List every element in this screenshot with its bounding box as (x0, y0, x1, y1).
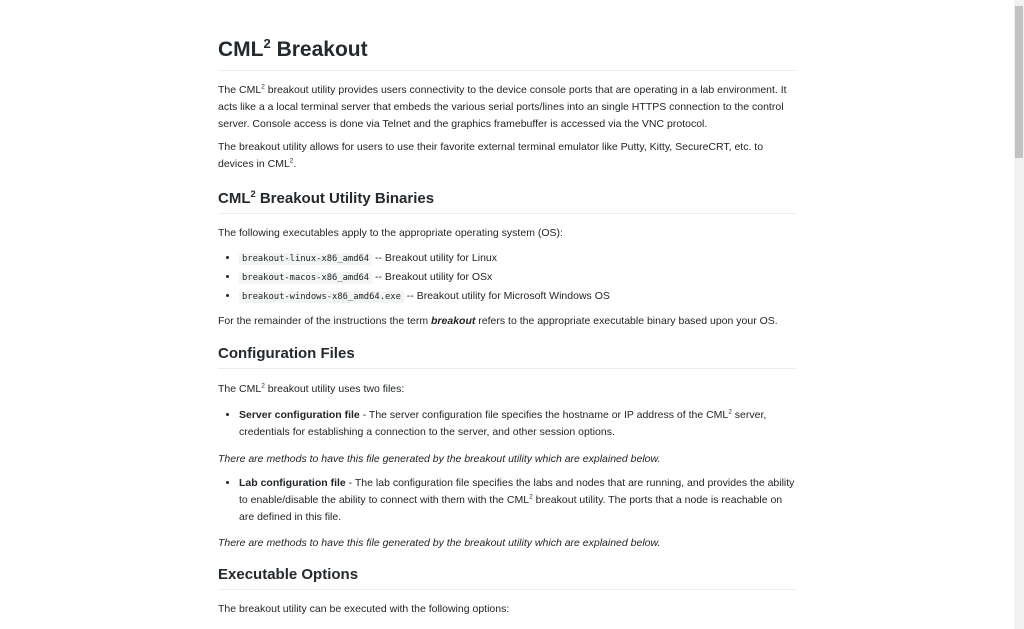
title-text: CML (218, 38, 264, 61)
section-heading-options: Executable Options (218, 564, 796, 590)
list-item: • breakout-macos-x86_amd64 -- Breakout utility for OSx (239, 269, 796, 287)
page-title (218, 36, 796, 71)
section-heading-binaries: CML$^2$ Breakout Utility Binaries (218, 188, 796, 214)
config-lab-list (218, 475, 796, 526)
binaries-lead: The following executables apply to the appropriate operating system (OS): (218, 227, 563, 239)
intro-paragraph-2: The breakout utility allows for users to use their favorite external terminal emulator like Putty, Kitty, SecureCRT, etc. to devices in CML$^2$. (218, 141, 764, 170)
config-lead: The CML$^2$ breakout utility uses two files: (218, 382, 405, 395)
lab-config-label: Lab configuration file (239, 477, 346, 489)
options-lead: The breakout utility can be executed with the following options: (218, 603, 510, 615)
server-config-label: Server configuration file (239, 409, 360, 421)
config-note-2: There are methods to have this file generated by the breakout utility which are explained below. (218, 537, 661, 549)
config-server-list (218, 407, 796, 441)
title-text-suffix: Breakout (270, 38, 368, 61)
config-note-1: There are methods to have this file generated by the breakout utility which are explained below. (218, 453, 661, 465)
binary-name-macos: breakout-macos-x86_amd64 (239, 272, 372, 284)
binary-name-linux: breakout-linux-x86_amd64 (239, 253, 372, 265)
breakout-term: breakout (431, 315, 476, 327)
scrollbar-thumb[interactable] (1015, 6, 1023, 158)
list-item: • Server configuration file - The server configuration file specifies the hostname or IP address of the CML$^2$ server, credentials for establishing a connection to the server, and other session options. (239, 407, 796, 441)
vertical-scrollbar[interactable] (1014, 0, 1024, 629)
list-item: • Lab configuration file - The lab configuration file specifies the labs and nodes that are running, and provides the ability to enable/disable the ability to connect with them with the CML$^2$ breakout utility. The ports that a node is reachable on are defined in this file. (239, 475, 796, 526)
intro-paragraph-1: The CML$^2$ breakout utility provides users connectivity to the device console ports that are operating in a lab environment. It acts like a a local terminal server that embeds the various serial ports/lines into an single HTTPS connection to the control server. Console access is done via Telnet and the graphics framebuffer is accessed via the VNC protocol. (218, 83, 787, 130)
list-item: • breakout-windows-x86_amd64.exe -- Breakout utility for Microsoft Windows OS (239, 288, 796, 306)
section-heading-config: Configuration Files (218, 343, 796, 369)
list-item: • breakout-linux-x86_amd64 -- Breakout utility for Linux (239, 250, 796, 268)
binary-name-windows: breakout-windows-x86_amd64.exe (239, 291, 404, 303)
binaries-remainder: For the remainder of the instructions the term breakout refers to the appropriate executable binary based upon your OS. (218, 315, 778, 327)
binaries-list (218, 250, 796, 306)
title-superscript: 2 (263, 36, 271, 51)
